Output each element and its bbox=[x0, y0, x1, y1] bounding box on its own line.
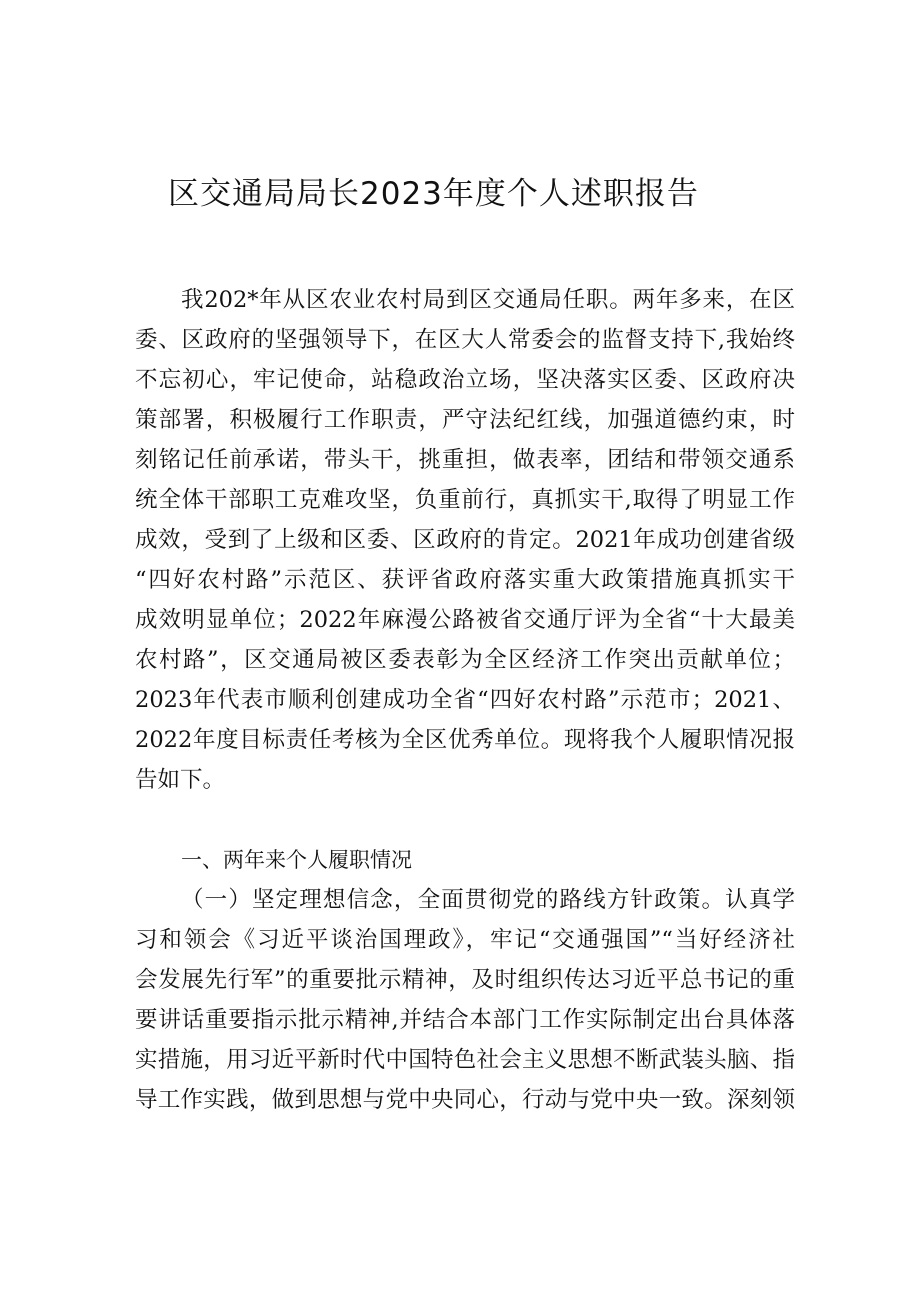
paragraph-line: 实措施，用习近平新时代中国特色社会主义思想不断武装头脑、指 bbox=[135, 1047, 795, 1073]
paragraph-line: 成效明显单位；2022年麻漫公路被省交通厅评为全省“十大最美 bbox=[135, 607, 795, 633]
paragraph-line: 不忘初心，牢记使命，站稳政治立场，坚决落实区委、区政府决 bbox=[135, 367, 795, 393]
section-heading: 一、两年来个人履职情况 bbox=[181, 848, 412, 872]
paragraph-line: 告如下。 bbox=[135, 767, 226, 793]
paragraph-line: 统全体干部职工克难攻坚，负重前行，真抓实干,取得了明显工作 bbox=[135, 487, 795, 513]
paragraph-line: 习和领会《习近平谈治国理政》，牢记“交通强国”“当好经济社 bbox=[135, 927, 795, 953]
document-title: 区交通局局长2023年度个人述职报告 bbox=[168, 176, 699, 212]
paragraph-line: 2023年代表市顺利创建成功全省“四好农村路”示范市；2021、 bbox=[135, 687, 795, 713]
paragraph-line: 策部署，积极履行工作职责，严守法纪红线，加强道德约束，时 bbox=[135, 407, 795, 433]
paragraph-line: （一）坚定理想信念，全面贯彻党的路线方针政策。认真学 bbox=[181, 887, 795, 913]
paragraph-line: 要讲话重要指示批示精神,并结合本部门工作实际制定出台具体落 bbox=[135, 1007, 795, 1033]
paragraph-line: 农村路”，区交通局被区委表彰为全区经济工作突出贡献单位； bbox=[135, 647, 795, 673]
paragraph-line: 委、区政府的坚强领导下，在区大人常委会的监督支持下,我始终 bbox=[135, 327, 795, 353]
paragraph-line: “四好农村路”示范区、获评省政府落实重大政策措施真抓实干 bbox=[135, 567, 795, 593]
paragraph-line: 成效，受到了上级和区委、区政府的肯定。2021年成功创建省级 bbox=[135, 527, 795, 553]
paragraph-line: 刻铭记任前承诺，带头干，挑重担，做表率，团结和带领交通系 bbox=[135, 447, 795, 473]
paragraph-line: 我202*年从区农业农村局到区交通局任职。两年多来，在区 bbox=[181, 287, 795, 313]
paragraph-line: 导工作实践，做到思想与党中央同心，行动与党中央一致。深刻领 bbox=[135, 1087, 795, 1113]
paragraph-line: 2022年度目标责任考核为全区优秀单位。现将我个人履职情况报 bbox=[135, 727, 795, 753]
paragraph-line: 会发展先行军”的重要批示精神，及时组织传达习近平总书记的重 bbox=[135, 967, 795, 993]
